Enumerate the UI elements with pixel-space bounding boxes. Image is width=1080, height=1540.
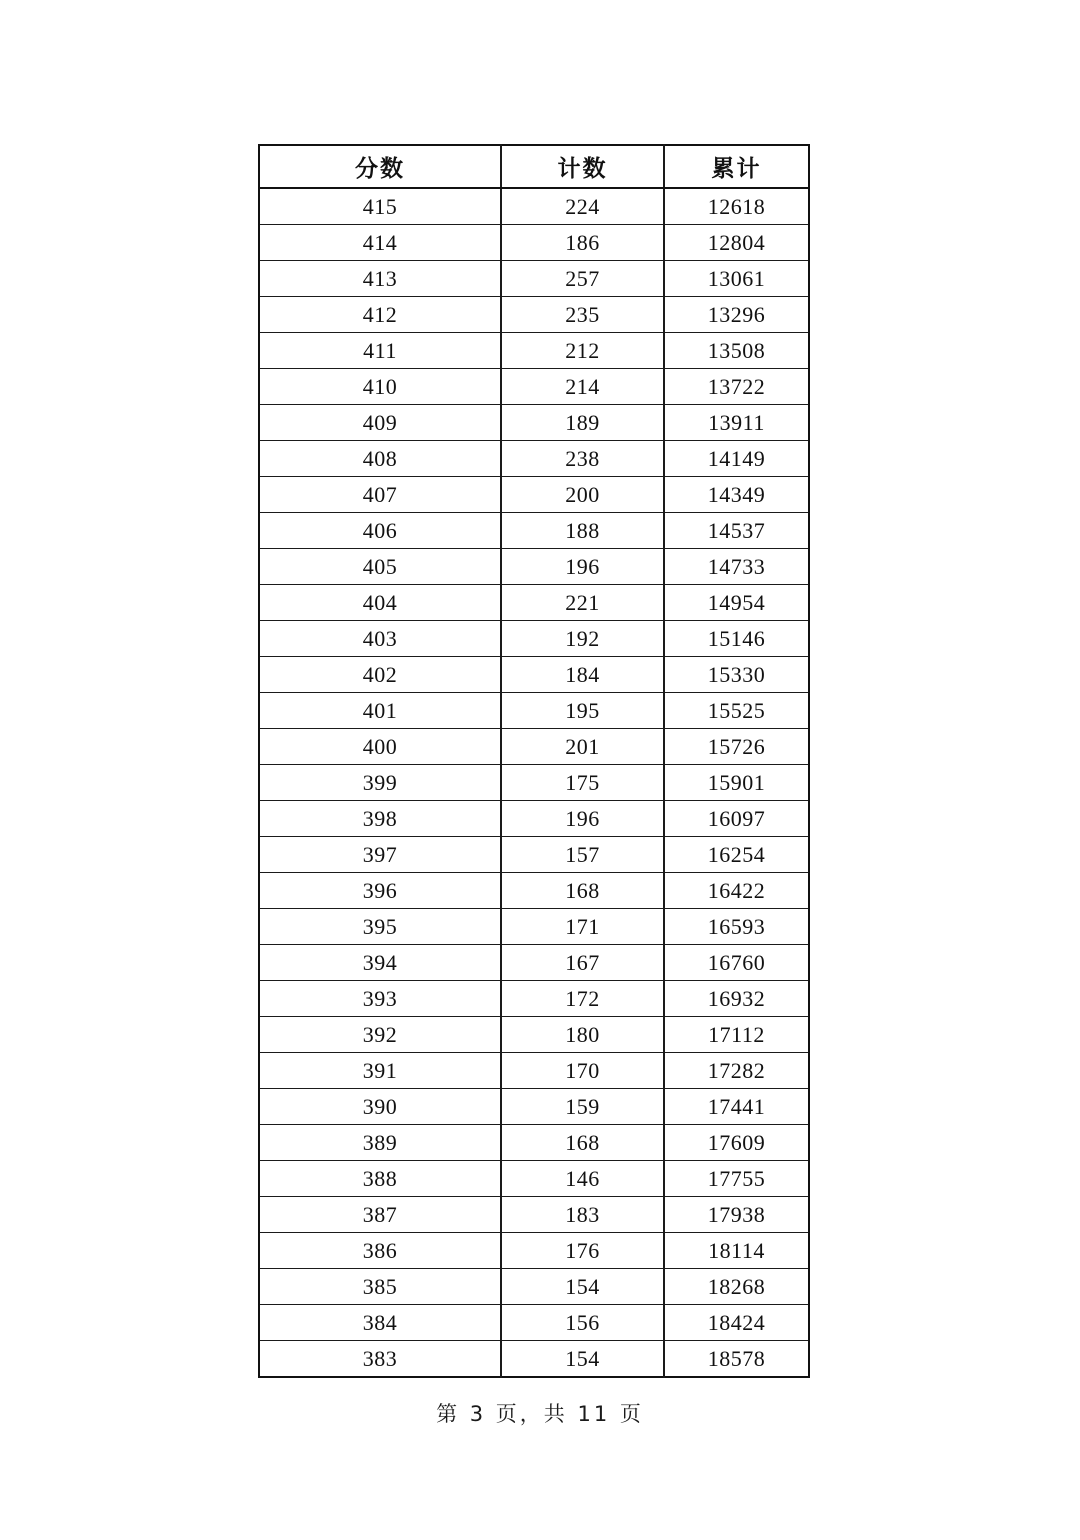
cell-cumulative: 13508 (664, 333, 809, 369)
cell-score: 389 (259, 1125, 501, 1161)
cell-cumulative: 17609 (664, 1125, 809, 1161)
cell-score: 407 (259, 477, 501, 513)
cell-cumulative: 18578 (664, 1341, 809, 1378)
cell-count: 200 (501, 477, 664, 513)
table-row (259, 801, 809, 837)
cell-score: 384 (259, 1305, 501, 1341)
table-row (259, 188, 809, 225)
table-row (259, 477, 809, 513)
cell-count: 196 (501, 801, 664, 837)
table-row (259, 405, 809, 441)
cell-cumulative: 15726 (664, 729, 809, 765)
table-row (259, 909, 809, 945)
table-header (259, 145, 809, 188)
cell-count: 154 (501, 1341, 664, 1378)
table-row (259, 441, 809, 477)
cell-cumulative: 14149 (664, 441, 809, 477)
table-row (259, 657, 809, 693)
cell-score: 400 (259, 729, 501, 765)
cell-cumulative: 17112 (664, 1017, 809, 1053)
table-body (259, 188, 809, 1377)
cell-count: 257 (501, 261, 664, 297)
cell-count: 235 (501, 297, 664, 333)
cell-cumulative: 13296 (664, 297, 809, 333)
cell-cumulative: 18424 (664, 1305, 809, 1341)
cell-cumulative: 15146 (664, 621, 809, 657)
cell-count: 172 (501, 981, 664, 1017)
cell-count: 146 (501, 1161, 664, 1197)
table-row (259, 1053, 809, 1089)
table-row (259, 1089, 809, 1125)
cell-score: 394 (259, 945, 501, 981)
table-row (259, 945, 809, 981)
cell-cumulative: 12804 (664, 225, 809, 261)
table-row (259, 837, 809, 873)
cell-score: 386 (259, 1233, 501, 1269)
cell-count: 189 (501, 405, 664, 441)
page-footer: 第 3 页，共 11 页 (436, 1402, 644, 1426)
cell-cumulative: 16593 (664, 909, 809, 945)
cell-cumulative: 15901 (664, 765, 809, 801)
table-row (259, 693, 809, 729)
table-row (259, 1125, 809, 1161)
cell-count: 195 (501, 693, 664, 729)
cell-count: 170 (501, 1053, 664, 1089)
cell-score: 408 (259, 441, 501, 477)
cell-count: 168 (501, 873, 664, 909)
score-distribution-table (258, 144, 810, 1378)
cell-count: 214 (501, 369, 664, 405)
cell-cumulative: 15525 (664, 693, 809, 729)
table-row (259, 369, 809, 405)
cell-score: 405 (259, 549, 501, 585)
cell-score: 383 (259, 1341, 501, 1378)
cell-cumulative: 16422 (664, 873, 809, 909)
cell-cumulative: 17282 (664, 1053, 809, 1089)
cell-score: 401 (259, 693, 501, 729)
table-row (259, 1341, 809, 1378)
cell-cumulative: 18114 (664, 1233, 809, 1269)
cell-score: 397 (259, 837, 501, 873)
cell-count: 212 (501, 333, 664, 369)
cell-score: 404 (259, 585, 501, 621)
cell-score: 392 (259, 1017, 501, 1053)
cell-count: 192 (501, 621, 664, 657)
table-row (259, 621, 809, 657)
table-row (259, 297, 809, 333)
cell-count: 168 (501, 1125, 664, 1161)
cell-score: 399 (259, 765, 501, 801)
cell-score: 406 (259, 513, 501, 549)
cell-cumulative: 16254 (664, 837, 809, 873)
cell-count: 238 (501, 441, 664, 477)
column-header-cumulative: 累计 (664, 145, 809, 188)
cell-cumulative: 14733 (664, 549, 809, 585)
cell-count: 154 (501, 1269, 664, 1305)
cell-score: 411 (259, 333, 501, 369)
table-row (259, 1161, 809, 1197)
cell-count: 167 (501, 945, 664, 981)
cell-count: 224 (501, 188, 664, 225)
cell-score: 412 (259, 297, 501, 333)
cell-score: 409 (259, 405, 501, 441)
cell-cumulative: 14537 (664, 513, 809, 549)
table-header-row (259, 145, 809, 188)
cell-count: 157 (501, 837, 664, 873)
table-row (259, 1197, 809, 1233)
cell-count: 176 (501, 1233, 664, 1269)
cell-count: 186 (501, 225, 664, 261)
cell-score: 414 (259, 225, 501, 261)
table-row (259, 333, 809, 369)
cell-cumulative: 18268 (664, 1269, 809, 1305)
table-row (259, 981, 809, 1017)
cell-score: 398 (259, 801, 501, 837)
table-row (259, 225, 809, 261)
cell-cumulative: 16760 (664, 945, 809, 981)
cell-cumulative: 13911 (664, 405, 809, 441)
cell-cumulative: 16932 (664, 981, 809, 1017)
cell-score: 396 (259, 873, 501, 909)
cell-count: 171 (501, 909, 664, 945)
cell-cumulative: 15330 (664, 657, 809, 693)
cell-count: 221 (501, 585, 664, 621)
cell-cumulative: 14954 (664, 585, 809, 621)
table-row (259, 549, 809, 585)
cell-count: 184 (501, 657, 664, 693)
table-row (259, 729, 809, 765)
cell-cumulative: 13061 (664, 261, 809, 297)
cell-score: 387 (259, 1197, 501, 1233)
cell-score: 393 (259, 981, 501, 1017)
table-row (259, 1017, 809, 1053)
cell-score: 403 (259, 621, 501, 657)
cell-cumulative: 17938 (664, 1197, 809, 1233)
cell-score: 391 (259, 1053, 501, 1089)
cell-cumulative: 16097 (664, 801, 809, 837)
table-row (259, 513, 809, 549)
table-row (259, 765, 809, 801)
cell-count: 159 (501, 1089, 664, 1125)
cell-count: 201 (501, 729, 664, 765)
cell-cumulative: 17755 (664, 1161, 809, 1197)
cell-score: 413 (259, 261, 501, 297)
cell-count: 188 (501, 513, 664, 549)
table-row (259, 1269, 809, 1305)
cell-score: 402 (259, 657, 501, 693)
column-header-score: 分数 (259, 145, 501, 188)
cell-count: 183 (501, 1197, 664, 1233)
table-row (259, 1233, 809, 1269)
table-row (259, 1305, 809, 1341)
table-row (259, 873, 809, 909)
cell-score: 388 (259, 1161, 501, 1197)
cell-cumulative: 12618 (664, 188, 809, 225)
cell-score: 395 (259, 909, 501, 945)
cell-count: 180 (501, 1017, 664, 1053)
table-row (259, 261, 809, 297)
cell-cumulative: 14349 (664, 477, 809, 513)
cell-score: 390 (259, 1089, 501, 1125)
cell-cumulative: 17441 (664, 1089, 809, 1125)
cell-count: 156 (501, 1305, 664, 1341)
table-row (259, 585, 809, 621)
cell-score: 385 (259, 1269, 501, 1305)
column-header-count: 计数 (501, 145, 664, 188)
cell-count: 175 (501, 765, 664, 801)
cell-count: 196 (501, 549, 664, 585)
cell-cumulative: 13722 (664, 369, 809, 405)
cell-score: 410 (259, 369, 501, 405)
cell-score: 415 (259, 188, 501, 225)
